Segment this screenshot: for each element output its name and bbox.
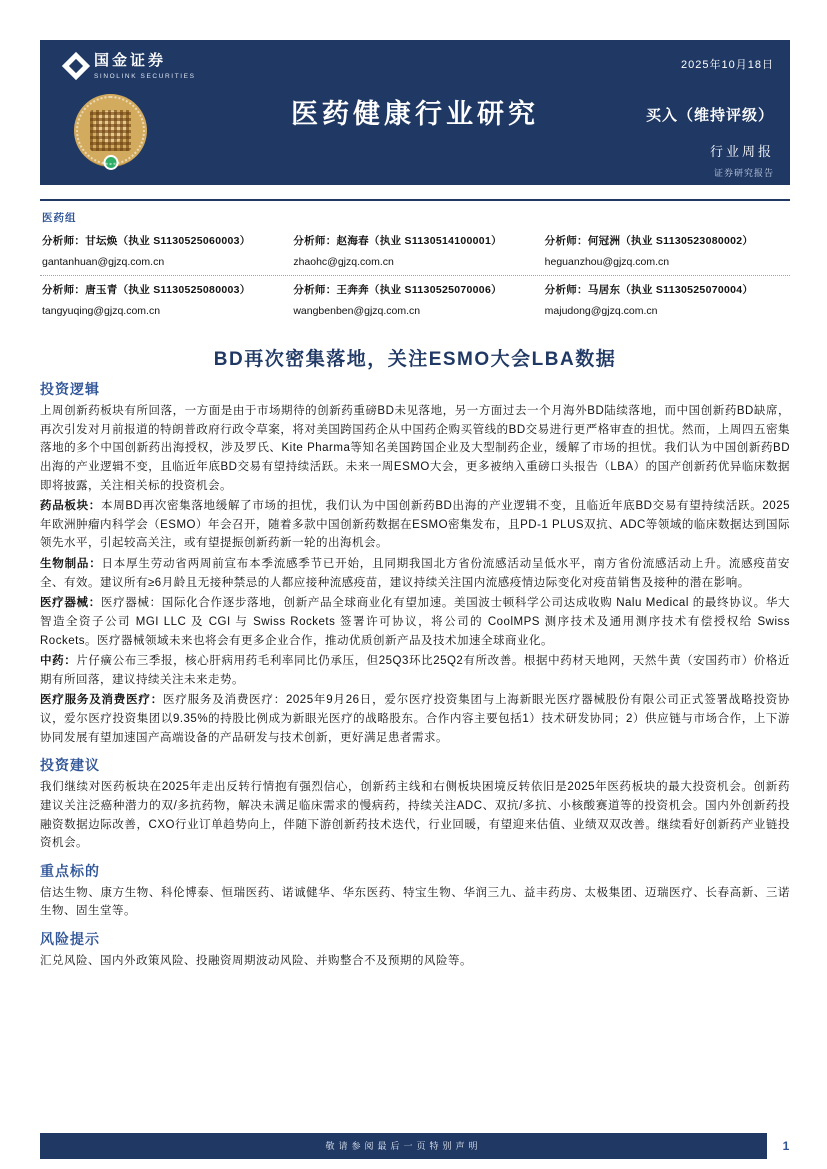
analyst-name: 分析师：赵海春（执业 S1130514100001） [293, 235, 502, 247]
paragraph-targets: 信达生物、康方生物、科伦博泰、恒瑞医药、诺诚健华、华东医药、特宝生物、华润三九、益丰药房、太极集团、迈瑞医疗、长春高新、三诺生物、固生堂等。 [40, 886, 790, 918]
wechat-badge-icon [103, 155, 118, 170]
analyst-row-1 [40, 227, 790, 275]
section-heading-investment-advice: 投资建议 [40, 757, 100, 774]
paragraph-label: 药品板块： [40, 500, 101, 513]
page-footer [40, 1133, 805, 1159]
report-label: 证券研究报告 [713, 168, 774, 178]
page-number: 1 [782, 1139, 790, 1153]
paragraph-text: 医疗器械：国际化合作逐步落地，创新产品全球商业化有望加速。美国波士顿科学公司达成收购 Nalu Medical 的最终协议。华大智造全资子公司 MGI LLC 及 CGI 与 Swiss Rockets 签署许可协议，将公司的 CoolMPS 测序技术及通用测序技术有偿授权给 Swiss Rockets。医疗器械领域未来也将会有更多企业合作，推动优质创新产品及技术加速全球商业化。 [40, 597, 790, 647]
section-heading-key-targets: 重点标的 [40, 862, 100, 879]
analyst-name: 分析师：甘坛焕（执业 S1130525060003） [42, 235, 251, 247]
rating-text: 买入（维持评级） [645, 107, 774, 124]
brand-logo [66, 53, 196, 80]
analyst-email: majudong@gjzq.com.cn [544, 305, 658, 317]
analyst-email: gantanhuan@gjzq.com.cn [42, 256, 165, 268]
paragraph-label: 生物制品： [40, 558, 102, 570]
analyst-email: zhaohc@gjzq.com.cn [293, 256, 394, 268]
header-divider [40, 199, 790, 201]
paragraph-advice: 我们继续对医药板块在2025年走出反转行情抱有强烈信心，创新药主线和右侧板块困境反转依旧是2025年医药板块的最大投资机会。创新药建议关注泛癌种潜力的双/多抗药物，解决未满足临床需求的慢病药，持续关注ADC、双抗/多抗、小核酸赛道等的投资机会。国内外创新药投融资数据边际改善，CXO行业订单趋势向上，伴随下游创新药技术迭代，行业回暖，有望迎来估值、业绩双双改善。继续看好创新药产业链投资机会。 [40, 781, 790, 850]
analyst-name: 分析师：王奔奔（执业 S1130525070006） [293, 284, 502, 296]
analyst-email: tangyuqing@gjzq.com.cn [42, 305, 161, 317]
paragraph-label: 中药： [40, 655, 77, 668]
analyst-email: heguanzhou@gjzq.com.cn [544, 256, 670, 268]
header-banner [40, 40, 790, 185]
analyst-name: 分析师：唐玉青（执业 S1130525080003） [42, 284, 251, 296]
banner-title: 医药健康行业研究 [291, 99, 539, 129]
analyst-group-label: 医药组 [42, 212, 77, 224]
page-title: BD再次密集落地，关注ESMO大会LBA数据 [213, 349, 617, 370]
analyst-email: wangbenben@gjzq.com.cn [293, 305, 421, 317]
paragraph-devices [40, 594, 790, 650]
analyst-row-2 [40, 275, 790, 324]
paragraph-label: 医疗服务及消费医疗： [40, 694, 164, 707]
banner-right-block [646, 104, 774, 179]
report-date: 2025年10月18日 [681, 59, 774, 71]
paragraph-text: 本周BD再次密集落地缓解了市场的担忧，我们认为中国创新药BD出海的产业逻辑不变，且临近年底BD交易有望持续活跃。2025年欧洲肿瘤内科学会（ESMO）年会召开，随着多款中国创新药数据在ESMO密集发布，且PD-1 PLUS双抗、ADC等领域的临床数据达到国际领先水平，引起较高关注，或有望提振创新药新一轮的出海机会。 [40, 500, 790, 550]
section-heading-risk-warning: 风险提示 [40, 931, 100, 947]
paragraph-label: 医疗器械： [40, 597, 101, 610]
analyst-name: 分析师：马居东（执业 S1130525070004） [544, 284, 754, 296]
paragraph-risks: 汇兑风险、国内外政策风险、投融资周期波动风险、并购整合不及预期的风险等。 [40, 955, 472, 967]
report-type: 行业周报 [709, 144, 774, 159]
paragraph-medical-services [40, 691, 790, 747]
paragraph-pharma [40, 497, 790, 553]
analyst-name: 分析师：何冠洲（执业 S1130523080002） [544, 235, 754, 247]
analyst-card [293, 233, 536, 268]
analyst-card [293, 282, 536, 317]
paragraph-text: 片仔癀公布三季报，核心肝病用药毛利率同比仍承压，但25Q3环比25Q2有所改善。根据中药材天地网，天然牛黄（安国药市）价格近期有所回落，建议持续关注未来走势。 [40, 655, 790, 686]
analyst-card [545, 282, 788, 317]
sinolink-logo-icon [62, 52, 90, 80]
analyst-card [545, 233, 788, 268]
footer-disclaimer: 敬请参阅最后一页特别声明 [40, 1133, 767, 1159]
analyst-card [42, 282, 285, 317]
analyst-card [42, 233, 285, 268]
paragraph-biologics [40, 555, 790, 592]
brand-subtitle: SINOLINK SECURITIES [94, 72, 196, 80]
paragraph-tcm [40, 652, 790, 689]
paragraph-text: 医疗服务及消费医疗：2025年9月26日，爱尔医疗投资集团与上海新眼光医疗器械股份有限公司正式签署战略投资协议，爱尔医疗投资集团以9.35%的持股比例成为新眼光医疗的战略股东。合作内容主要包括1）技术研发协同；2）供应链与市场合作，上下游协同发展有望加速国产高端设备的产品研发与技术创新，更好满足患者需求。 [40, 694, 791, 744]
brand-name: 国金证券 [94, 52, 167, 69]
paragraph-logic-intro: 上周创新药板块有所回落，一方面是由于市场期待的创新药重磅BD未见落地，另一方面过去一个月海外BD陆续落地，而中国创新药BD缺席，再次引发对月前报道的特朗普政府行政令草案，将对美国跨国药企从中国药企购买管线的BD交易进行更严格审查的担忧。然而，上周四五密集落地的多个中国创新药出海授权，涉及罗氏、Kite Pharma等知名美国跨国企业及大型制药企业，缓解了市场的担忧。我们认为中国创新药BD出海的产业逻辑不变，且临近年底BD交易有望持续活跃。未来一周ESMO大会，更多被纳入重磅口头报告（LBA）的国产创新药优异临床数据即将披露，关注相关标的投资机会。 [40, 405, 790, 492]
brand-text [94, 53, 196, 80]
paragraph-text: 日本厚生劳动省两周前宣布本季流感季节已开始，且同期我国北方省份流感活动呈低水平，南方省份流感活动上升。流感疫苗安全、有效。建议所有≥6月龄且无接种禁忌的人都应接种流感疫苗，建议持续关注国内流感疫情边际变化对疫苗销售及接种的潜在影响。 [40, 558, 790, 589]
qr-seal-icon [74, 94, 147, 167]
section-heading-investment-logic: 投资逻辑 [40, 381, 100, 397]
